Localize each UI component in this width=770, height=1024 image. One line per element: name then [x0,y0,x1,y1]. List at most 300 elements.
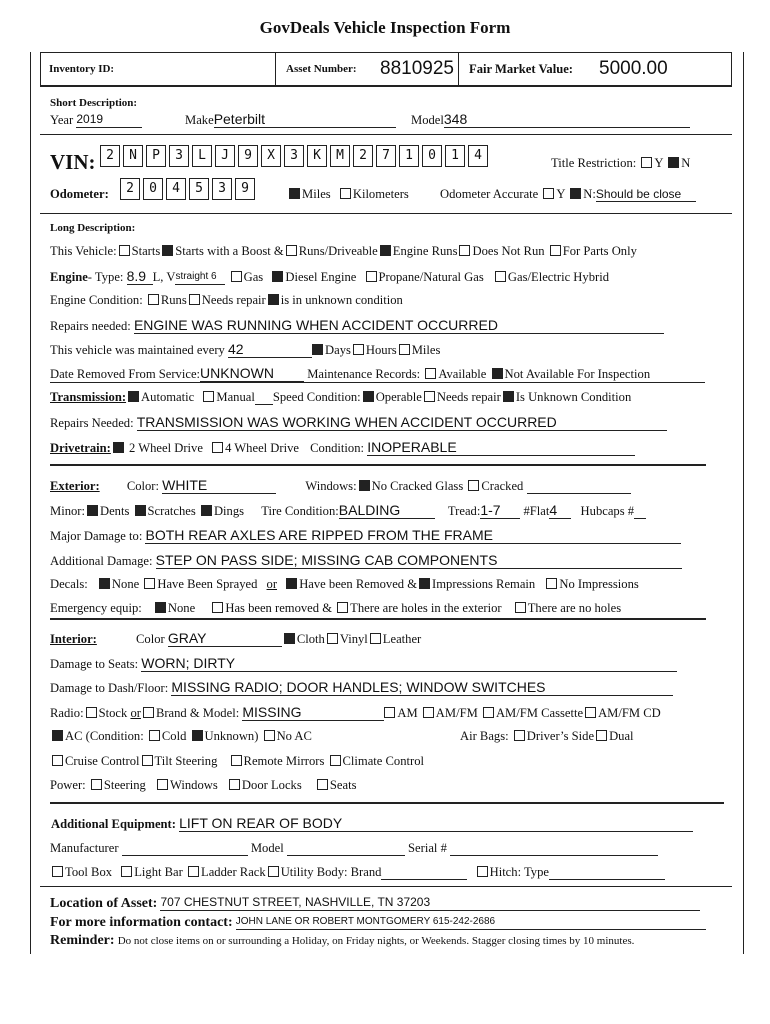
odometer-accurate-y-checkbox[interactable] [543,188,554,199]
driver-side-checkbox[interactable] [514,730,525,741]
propane-label: Propane/Natural Gas [378,270,484,284]
mirrors-checkbox[interactable] [231,755,242,766]
cloth-label: Cloth [296,632,325,646]
dash-damage-value[interactable]: MISSING RADIO; DOOR HANDLES; WINDOW SWITCHES [171,680,673,696]
engine-type-row [50,269,609,285]
divider [50,618,706,620]
emergency-removed-label: Has been removed & [225,601,333,615]
miles-checkbox[interactable] [289,188,300,199]
leather-checkbox[interactable] [370,633,381,644]
dents-checkbox[interactable] [87,505,98,516]
odometer-accurate [440,187,696,202]
no-cracked-checkbox[interactable] [359,480,370,491]
maint-miles-label: Miles [411,343,441,357]
hitch-type-value[interactable] [549,867,665,880]
interior-label: Interior: [50,632,97,646]
seats-damage-label: Damage to Seats: [50,657,139,671]
equipment-row [51,816,693,832]
parts-only-label: For Parts Only [562,244,637,258]
no-ac-label: No AC [276,729,312,743]
year-value[interactable]: 2019 [76,112,142,128]
repairs-row [50,318,664,334]
trans-repairs-label: Repairs Needed: [50,416,134,430]
additional-damage-row [50,553,682,569]
toolbox-checkbox[interactable] [52,866,63,877]
gas-label: Gas [243,270,264,284]
leather-label: Leather [382,632,422,646]
minor-label: Minor: [50,504,85,518]
drivetrain-row [50,440,635,456]
cond-runs-label: Runs [160,293,187,307]
divider [50,382,705,383]
cd-checkbox[interactable] [585,707,596,718]
vin-char-box[interactable]: 3 [284,145,304,167]
title-restriction-y-label: Y [654,156,664,170]
ladder-checkbox[interactable] [188,866,199,877]
climate-checkbox[interactable] [330,755,341,766]
vin-label: VIN: [50,150,96,174]
hours-label: Hours [365,343,397,357]
decals-removed-label: Have been Removed & [299,577,418,591]
am-label: AM [397,706,418,720]
engine-type-label: - Type: [87,270,124,284]
engine-label: Engine [50,270,88,284]
asset-label: Asset Number: [286,63,357,75]
additional-damage-label: Additional Damage: [50,554,153,568]
emergency-row [50,601,621,616]
equip-model-value[interactable] [287,843,405,856]
vin-char-box[interactable]: 1 [445,145,465,167]
kilometers-label: Kilometers [352,187,409,201]
sprayed-checkbox[interactable] [144,578,155,589]
inventory-cell [40,52,276,86]
divider [40,86,732,87]
odometer-units [287,187,409,202]
trans-needs-repair-label: Needs repair [436,390,501,404]
odometer-digit-box[interactable]: 4 [166,178,186,200]
maintenance-row [50,342,440,358]
removed-row [50,366,650,382]
fmv-value[interactable]: 5000.00 [599,58,668,79]
interior-row [50,631,421,647]
manufacturer-label: Manufacturer [50,841,119,855]
odometer-digit-box[interactable]: 5 [189,178,209,200]
contact-label: For more information contact: [50,915,233,930]
sprayed-label: Have Been Sprayed [157,577,258,591]
minor-row [50,503,646,519]
title-restriction-n-checkbox[interactable] [668,157,679,168]
no-ac-checkbox[interactable] [264,730,275,741]
vin-char-box[interactable]: K [307,145,327,167]
miles-label: Miles [302,187,331,201]
runs-label: Runs/Driveable [298,244,378,258]
ext-color-value[interactable]: WHITE [162,478,276,494]
ac-checkbox[interactable] [52,730,63,741]
tread-label: Tread: [447,504,481,518]
speed-blank[interactable] [255,392,273,405]
cold-label: Cold [161,729,187,743]
records-available-checkbox[interactable] [425,368,436,379]
decals-none-label: None [111,577,140,591]
impressions-label: Impressions Remain [432,577,536,591]
scratches-label: Scratches [147,504,196,518]
divider [50,802,724,804]
power-windows-checkbox[interactable] [157,779,168,790]
tilt-checkbox[interactable] [142,755,153,766]
kilometers-checkbox[interactable] [340,188,351,199]
parts-only-checkbox[interactable] [550,245,561,256]
trans-unknown-checkbox[interactable] [503,391,514,402]
no-impressions-label: No Impressions [559,577,639,591]
reminder-label: Reminder: [50,933,115,948]
title-restriction-label: Title Restriction: [551,156,637,170]
vin-char-box[interactable]: L [192,145,212,167]
stock-checkbox[interactable] [86,707,97,718]
vin-char-box[interactable]: 9 [238,145,258,167]
cruise-checkbox[interactable] [52,755,63,766]
needs-repair-checkbox[interactable] [189,294,200,305]
maintained-label: This vehicle was maintained every [50,343,225,357]
vin-char-box[interactable]: N [123,145,143,167]
power-seats-checkbox[interactable] [317,779,328,790]
vin-char-box[interactable]: 0 [422,145,442,167]
needs-repair-label: Needs repair [201,293,266,307]
vin-char-box[interactable]: 2 [353,145,373,167]
mirrors-label: Remote Mirrors [243,754,325,768]
records-not-available-label: Not Available For Inspection [504,367,651,381]
hitch-label: Hitch: Type [489,865,549,879]
exterior-row [50,478,631,494]
decals-or: or [266,577,278,591]
cruise-label: Cruise Control [65,754,140,768]
records-not-available-checkbox[interactable] [492,368,503,379]
operable-checkbox[interactable] [363,391,374,402]
engine-condition-label: Engine Condition: [50,293,143,307]
vin-char-box[interactable]: 1 [399,145,419,167]
vin-char-box[interactable]: 3 [169,145,189,167]
dents-label: Dents [99,504,130,518]
vin-char-box[interactable]: 2 [100,145,120,167]
vin-char-box[interactable]: M [330,145,350,167]
records-available-label: Available [438,367,487,381]
no-holes-label: There are no holes [527,601,622,615]
holes-label: There are holes in the exterior [350,601,502,615]
seats-damage-value[interactable]: WORN; DIRTY [141,656,677,672]
reminder-text: Do not close items on or surrounding a Holiday, on Friday nights, or Weekends. Stagger closing times by 10 minutes. [117,935,635,947]
seats-row [50,656,677,672]
hours-checkbox[interactable] [353,344,364,355]
days-checkbox[interactable] [312,344,323,355]
maintained-value[interactable]: 42 [228,342,312,358]
drivetrain-label: Drivetrain: [50,441,111,455]
power-steering-checkbox[interactable] [91,779,102,790]
location-value[interactable]: 707 CHESTNUT STREET, NASHVILLE, TN 37203 [160,895,700,911]
equipment-label: Additional Equipment: [51,817,176,831]
lightbar-label: Light Bar [134,865,183,879]
manufacturer-row [50,841,658,856]
title-restriction-y-checkbox[interactable] [641,157,652,168]
tire-label: Tire Condition: [261,504,339,518]
propane-checkbox[interactable] [366,271,377,282]
gas-checkbox[interactable] [231,271,242,282]
removed-value[interactable]: UNKNOWN [200,366,304,382]
utility-brand-value[interactable] [381,867,467,880]
manual-checkbox[interactable] [203,391,214,402]
am-checkbox[interactable] [384,707,395,718]
toolbox-label: Tool Box [65,865,113,879]
odometer-note[interactable]: Should be close [596,187,696,202]
boost-label: Starts with a Boost & [175,244,284,258]
tilt-label: Tilt Steering [154,754,218,768]
power-row [50,778,356,793]
power-steering-label: Steering [103,778,146,792]
major-damage-label: Major Damage to: [50,529,143,543]
amfm-label: AM/FM [435,706,478,720]
manual-label: Manual [216,390,255,404]
cracked-checkbox[interactable] [468,480,479,491]
starts-label: Starts [131,244,161,258]
trans-unknown-label: Is Unknown Condition [515,390,632,404]
tread-value[interactable]: 1-7 [480,503,520,519]
no-cracked-label: No Cracked Glass [371,479,464,493]
odometer-label-text: Odometer [50,187,105,201]
dash-row [50,680,673,696]
vin-char-box[interactable]: X [261,145,281,167]
cond-runs-checkbox[interactable] [148,294,159,305]
repairs-label: Repairs needed: [50,319,131,333]
hybrid-checkbox[interactable] [495,271,506,282]
emergency-removed-checkbox[interactable] [212,602,223,613]
dual-checkbox[interactable] [596,730,607,741]
major-damage-row [50,528,681,544]
runs-checkbox[interactable] [286,245,297,256]
year-field [50,112,142,128]
brand-checkbox[interactable] [143,707,154,718]
make-label: Make [185,113,214,127]
int-color-label: Color [136,632,165,646]
cassette-label: AM/FM Cassette [495,706,584,720]
boost-checkbox[interactable] [162,245,173,256]
equipment-options-row [50,865,665,880]
utility-label: Utility Body: Brand [280,865,382,879]
engine-runs-label: Engine Runs [392,244,458,258]
holes-checkbox[interactable] [337,602,348,613]
power-windows-label: Windows [169,778,218,792]
fmv-label: Fair Market Value: [469,62,574,76]
make-field [185,112,396,128]
odometer-digit-box[interactable]: 3 [212,178,232,200]
serial-label: Serial # [408,841,447,855]
model-field [411,112,690,128]
contact-value[interactable]: JOHN LANE OR ROBERT MONTGOMERY 615-242-2686 [236,914,706,930]
inventory-label: Inventory ID: [49,63,115,75]
not-run-label: Does Not Run [472,244,545,258]
odometer-digit-box[interactable]: 0 [143,178,163,200]
diesel-checkbox[interactable] [272,271,283,282]
emergency-none-checkbox[interactable] [155,602,166,613]
dings-checkbox[interactable] [201,505,212,516]
operable-label: Operable [375,390,422,404]
ladder-label: Ladder Rack [201,865,266,879]
radio-row [50,705,661,721]
ac-row [50,729,312,744]
this-vehicle-label: This Vehicle: [50,244,117,258]
stock-label: Stock [98,706,128,720]
vinyl-label: Vinyl [339,632,368,646]
removed-label: Date Removed From Service: [50,367,201,381]
divider [40,134,732,135]
title-restriction [551,156,690,171]
transmission-row [50,390,631,405]
asset-value[interactable]: 8810925 [380,58,454,79]
decals-label: Decals: [50,577,88,591]
short-desc-label: Short Description: [50,97,138,109]
door-locks-checkbox[interactable] [229,779,240,790]
location-row [50,895,700,911]
make-value[interactable]: Peterbilt [214,112,396,128]
records-label: Maintenance Records: [307,367,421,381]
vin-char-box[interactable]: P [146,145,166,167]
hubcaps-value[interactable] [634,506,646,519]
exterior-label: Exterior: [50,479,100,493]
radio-label: Radio: [50,706,84,720]
climate-label: Climate Control [342,754,425,768]
impressions-checkbox[interactable] [419,578,430,589]
trans-needs-repair-checkbox[interactable] [424,391,435,402]
drivetrain-condition-label: Condition: [310,441,365,455]
power-seats-label: Seats [329,778,357,792]
decals-none-checkbox[interactable] [99,578,110,589]
engine-runs-checkbox[interactable] [380,245,391,256]
maint-miles-checkbox[interactable] [399,344,410,355]
cracked-blank[interactable] [527,481,631,494]
cracked-label: Cracked [481,479,524,493]
days-label: Days [325,343,351,357]
int-color-value[interactable]: GRAY [168,631,282,647]
options-row [50,754,424,769]
2wd-label: 2 Wheel Drive [129,441,203,455]
odometer-accurate-y-label: Y [556,187,566,201]
engine-condition-row [50,293,403,308]
asset-cell [275,52,459,86]
odometer-accurate-label: Odometer Accurate [440,187,539,201]
this-vehicle-row [50,244,637,259]
dash-damage-label: Damage to Dash/Floor: [50,681,169,695]
ext-color-label: Color: [126,479,159,493]
starts-checkbox[interactable] [119,245,130,256]
engine-liters[interactable]: 8.9 [127,269,153,285]
contact-row [50,914,706,930]
engine-v[interactable]: straight 6 [175,269,225,285]
unknown-condition-checkbox[interactable] [268,294,279,305]
lightbar-checkbox[interactable] [121,866,132,877]
odometer-digit-box[interactable]: 9 [235,178,255,200]
decals-row [50,577,639,592]
4wd-checkbox[interactable] [212,442,223,453]
odometer-accurate-n-checkbox[interactable] [570,188,581,199]
trans-condition-label: Condition: [306,390,361,404]
vinyl-checkbox[interactable] [327,633,338,644]
cd-label: AM/FM CD [598,706,661,720]
door-locks-label: Door Locks [241,778,302,792]
flat-value[interactable]: 4 [549,503,571,519]
trans-repairs-value[interactable]: TRANSMISSION WAS WORKING WHEN ACCIDENT OCCURRED [137,415,667,431]
transmission-label: Transmission: [50,390,127,404]
speed-label: Speed [272,390,304,404]
model-label: Model [411,113,444,127]
odometer-label: Odometer: [50,187,109,201]
long-desc-label: Long Description: [50,222,136,234]
drivetrain-condition-value[interactable]: INOPERABLE [367,440,635,456]
odometer-digit-box[interactable]: 2 [120,178,140,200]
vin-char-box[interactable]: 4 [468,145,488,167]
major-damage-value[interactable]: BOTH REAR AXLES ARE RIPPED FROM THE FRAME [145,528,681,544]
automatic-label: Automatic [141,390,195,404]
hybrid-label: Gas/Electric Hybrid [507,270,609,284]
vin-char-box[interactable]: J [215,145,235,167]
decals-removed-checkbox[interactable] [286,578,297,589]
cassette-checkbox[interactable] [483,707,494,718]
amfm-checkbox[interactable] [423,707,434,718]
ac-unknown-checkbox[interactable] [192,730,203,741]
tire-value[interactable]: BALDING [339,503,435,519]
liters-label: L, V [152,270,176,284]
dings-label: Dings [213,504,245,518]
odometer-accurate-n-label: N: [583,187,596,201]
brand-label: Brand & Model: [155,706,240,720]
cold-checkbox[interactable] [149,730,160,741]
repairs-value[interactable]: ENGINE WAS RUNNING WHEN ACCIDENT OCCURRED [134,318,664,334]
trans-repairs-row [50,415,667,431]
vin-boxes [100,145,491,167]
divider [50,464,706,466]
flat-label: #Flat [523,504,550,518]
form-title: GovDeals Vehicle Inspection Form [259,18,511,37]
year-label: Year [50,113,74,127]
brand-value[interactable]: MISSING [242,705,384,721]
fmv-cell [458,52,732,86]
no-impressions-checkbox[interactable] [546,578,557,589]
model-value[interactable]: 348 [444,112,690,128]
emergency-label: Emergency equip: [50,601,142,615]
not-run-checkbox[interactable] [459,245,470,256]
manufacturer-value[interactable] [122,843,248,856]
hubcaps-label: Hubcaps # [580,504,635,518]
equipment-value[interactable]: LIFT ON REAR OF BODY [179,816,693,832]
hitch-checkbox[interactable] [477,866,488,877]
scratches-checkbox[interactable] [135,505,146,516]
vin-char-box[interactable]: 7 [376,145,396,167]
2wd-checkbox[interactable] [113,442,124,453]
divider [40,886,732,887]
ac-unknown-label: Unknown) [204,729,259,743]
additional-damage-value[interactable]: STEP ON PASS SIDE; MISSING CAB COMPONENTS [156,553,682,569]
airbags-row [460,729,634,744]
4wd-label: 4 Wheel Drive [225,441,299,455]
serial-value[interactable] [450,843,658,856]
dual-label: Dual [609,729,634,743]
odometer-boxes [120,178,258,200]
power-label: Power: [50,778,86,792]
automatic-checkbox[interactable] [128,391,139,402]
no-holes-checkbox[interactable] [515,602,526,613]
location-label: Location of Asset: [50,896,158,911]
driver-side-label: Driver’s Side [526,729,595,743]
reminder-row [50,933,634,949]
utility-checkbox[interactable] [268,866,279,877]
cloth-checkbox[interactable] [284,633,295,644]
diesel-label: Diesel Engine [285,270,357,284]
